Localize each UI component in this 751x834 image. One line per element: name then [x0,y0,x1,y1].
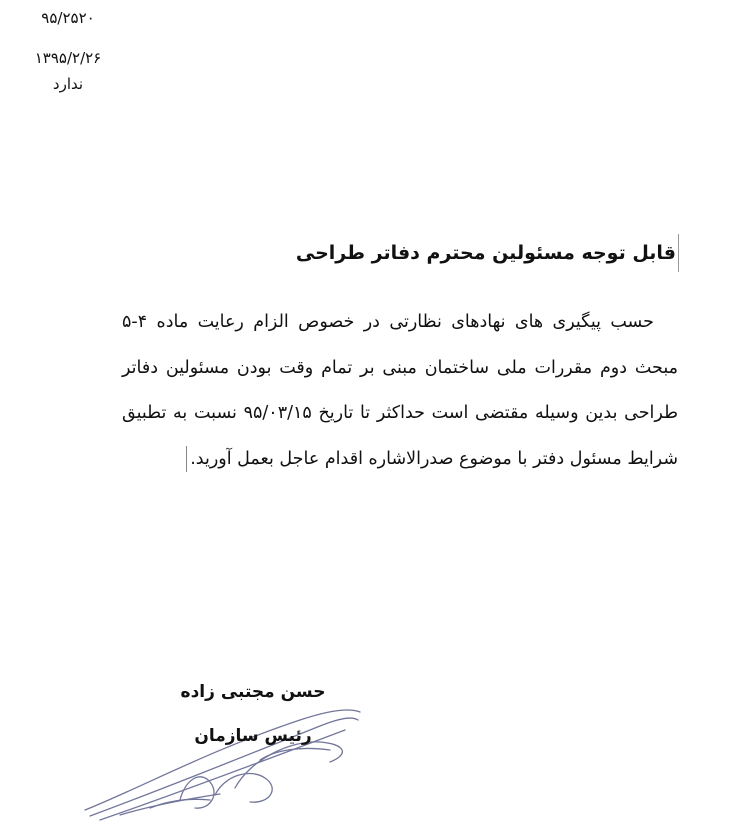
letter-meta [18,8,118,114]
text-cursor [186,446,187,472]
letter-body-text: حسب پیگیری های نهادهای نظارتی در خصوص الزام رعایت ماده ۴-۵ مبحث دوم مقررات ملی ساختمان مبنی بر تمام وقت بودن مسئولین دفاتر طراحی بدین وسیله مقتضی است حداکثر تا تاریخ ۹۵/۰۳/۱۵ نسبت به تطبیق شرایط مسئول دفتر با موضوع صدرالاشاره اقدام عاجل بعمل آورید. [122,312,678,469]
signer-name: حسن مجتبی زاده [180,682,326,702]
letter-subject: قابل توجه مسئولین محترم دفاتر طراحی [296,234,679,272]
cut-off-footer-text [600,826,660,834]
letter-body-paragraph [122,300,678,482]
letter-body [122,300,678,482]
letter-attachment: ندارد [52,75,84,93]
letter-date: ۱۳۹۵/۲/۲۶ [34,49,102,67]
letter-number: ۹۵/۲۵۲۰ [41,9,95,27]
signature-block [60,670,380,834]
signer-title: رئیس سازمان [194,726,312,746]
